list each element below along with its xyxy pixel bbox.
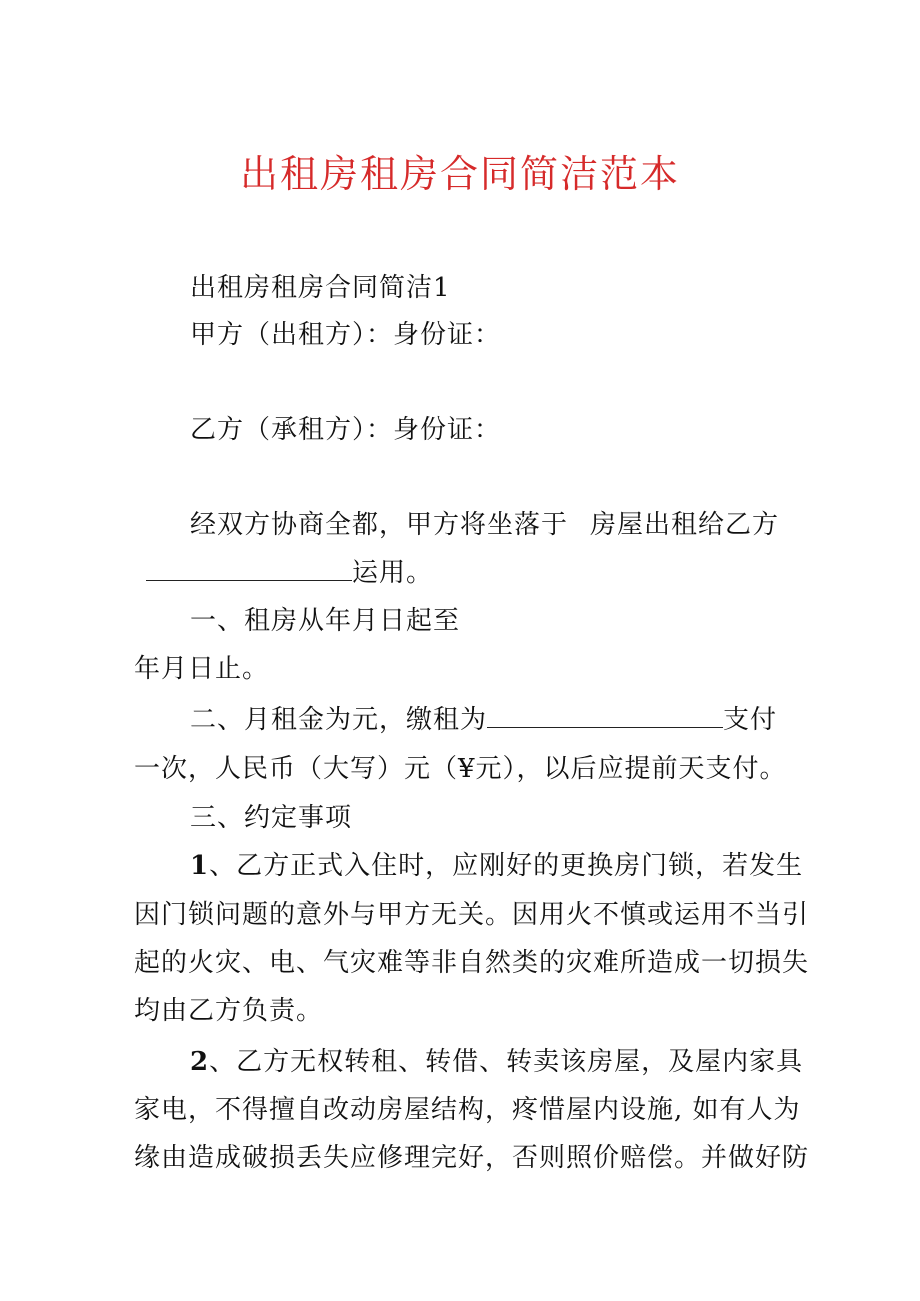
party-b-line [190,410,501,450]
rent-text-1-tail: 支付 [723,705,778,735]
rent-line-2 [134,749,787,789]
intro-text-1: 经双方协商全都，甲方将坐落于 [190,510,569,540]
payment-period-blank [487,701,723,728]
contract-heading [190,268,451,308]
item1-text-4: 均由乙方负责。 [134,996,324,1026]
term-line-2 [134,649,269,689]
item1-line-2 [134,895,809,935]
document-title: 出租房租房合同简洁范本 [239,152,680,196]
rent-text-1: 二、月租金为元，缴租为 [190,705,488,735]
rent-line-1 [190,700,777,740]
item1-line-4 [134,991,323,1031]
term-text-2: 年月日止。 [134,654,270,684]
item1-line-1 [190,846,803,886]
item1-text-1: 、乙方正式入住时，应刚好的更换房门锁，若发生 [209,851,804,881]
item2-text-2: 家电，不得擅自改动房屋结构，疼惜屋内设施, 如有人为 [134,1095,801,1125]
party-a-line [190,315,501,355]
intro-text-2: 房屋出租给乙方 [590,510,780,540]
agreement-heading [190,798,352,838]
term-text-1: 一、租房从年月日起至 [190,606,461,636]
term-line-1 [190,601,460,641]
item1-line-3 [134,943,809,983]
item2-number: 2 [190,1047,210,1077]
intro-line-2-text: 运用。 [352,558,434,588]
rent-text-2: 一次，人民币（大写）元（¥元），以后应提前天支付。 [134,754,787,784]
contract-heading-text: 出租房租房合同简洁1 [190,273,451,303]
item1-text-2: 因门锁问题的意外与甲方无关。因用火不慎或运用不当引 [134,900,810,930]
item1-number: 1 [190,851,210,881]
party-a-text: 甲方（出租方）：身份证： [190,320,502,350]
item2-line-2 [134,1090,801,1130]
intro-line-1 [190,505,779,545]
party-b-text: 乙方（承租方）：身份证： [190,415,502,445]
usage-blank [146,554,352,581]
agreement-heading-text: 三、约定事项 [190,803,353,833]
item2-text-3: 缘由造成破损丢失应修理完好，否则照价赔偿。并做好防 [134,1143,810,1173]
item2-text-1: 、乙方无权转租、转借、转卖该房屋，及屋内家具 [209,1047,804,1077]
item1-text-3: 起的火灾、电、气灾难等非自然类的灾难所造成一切损失 [134,948,810,978]
intro-line-2 [146,553,433,593]
item2-line-1 [190,1042,803,1082]
item2-line-3 [134,1138,809,1178]
